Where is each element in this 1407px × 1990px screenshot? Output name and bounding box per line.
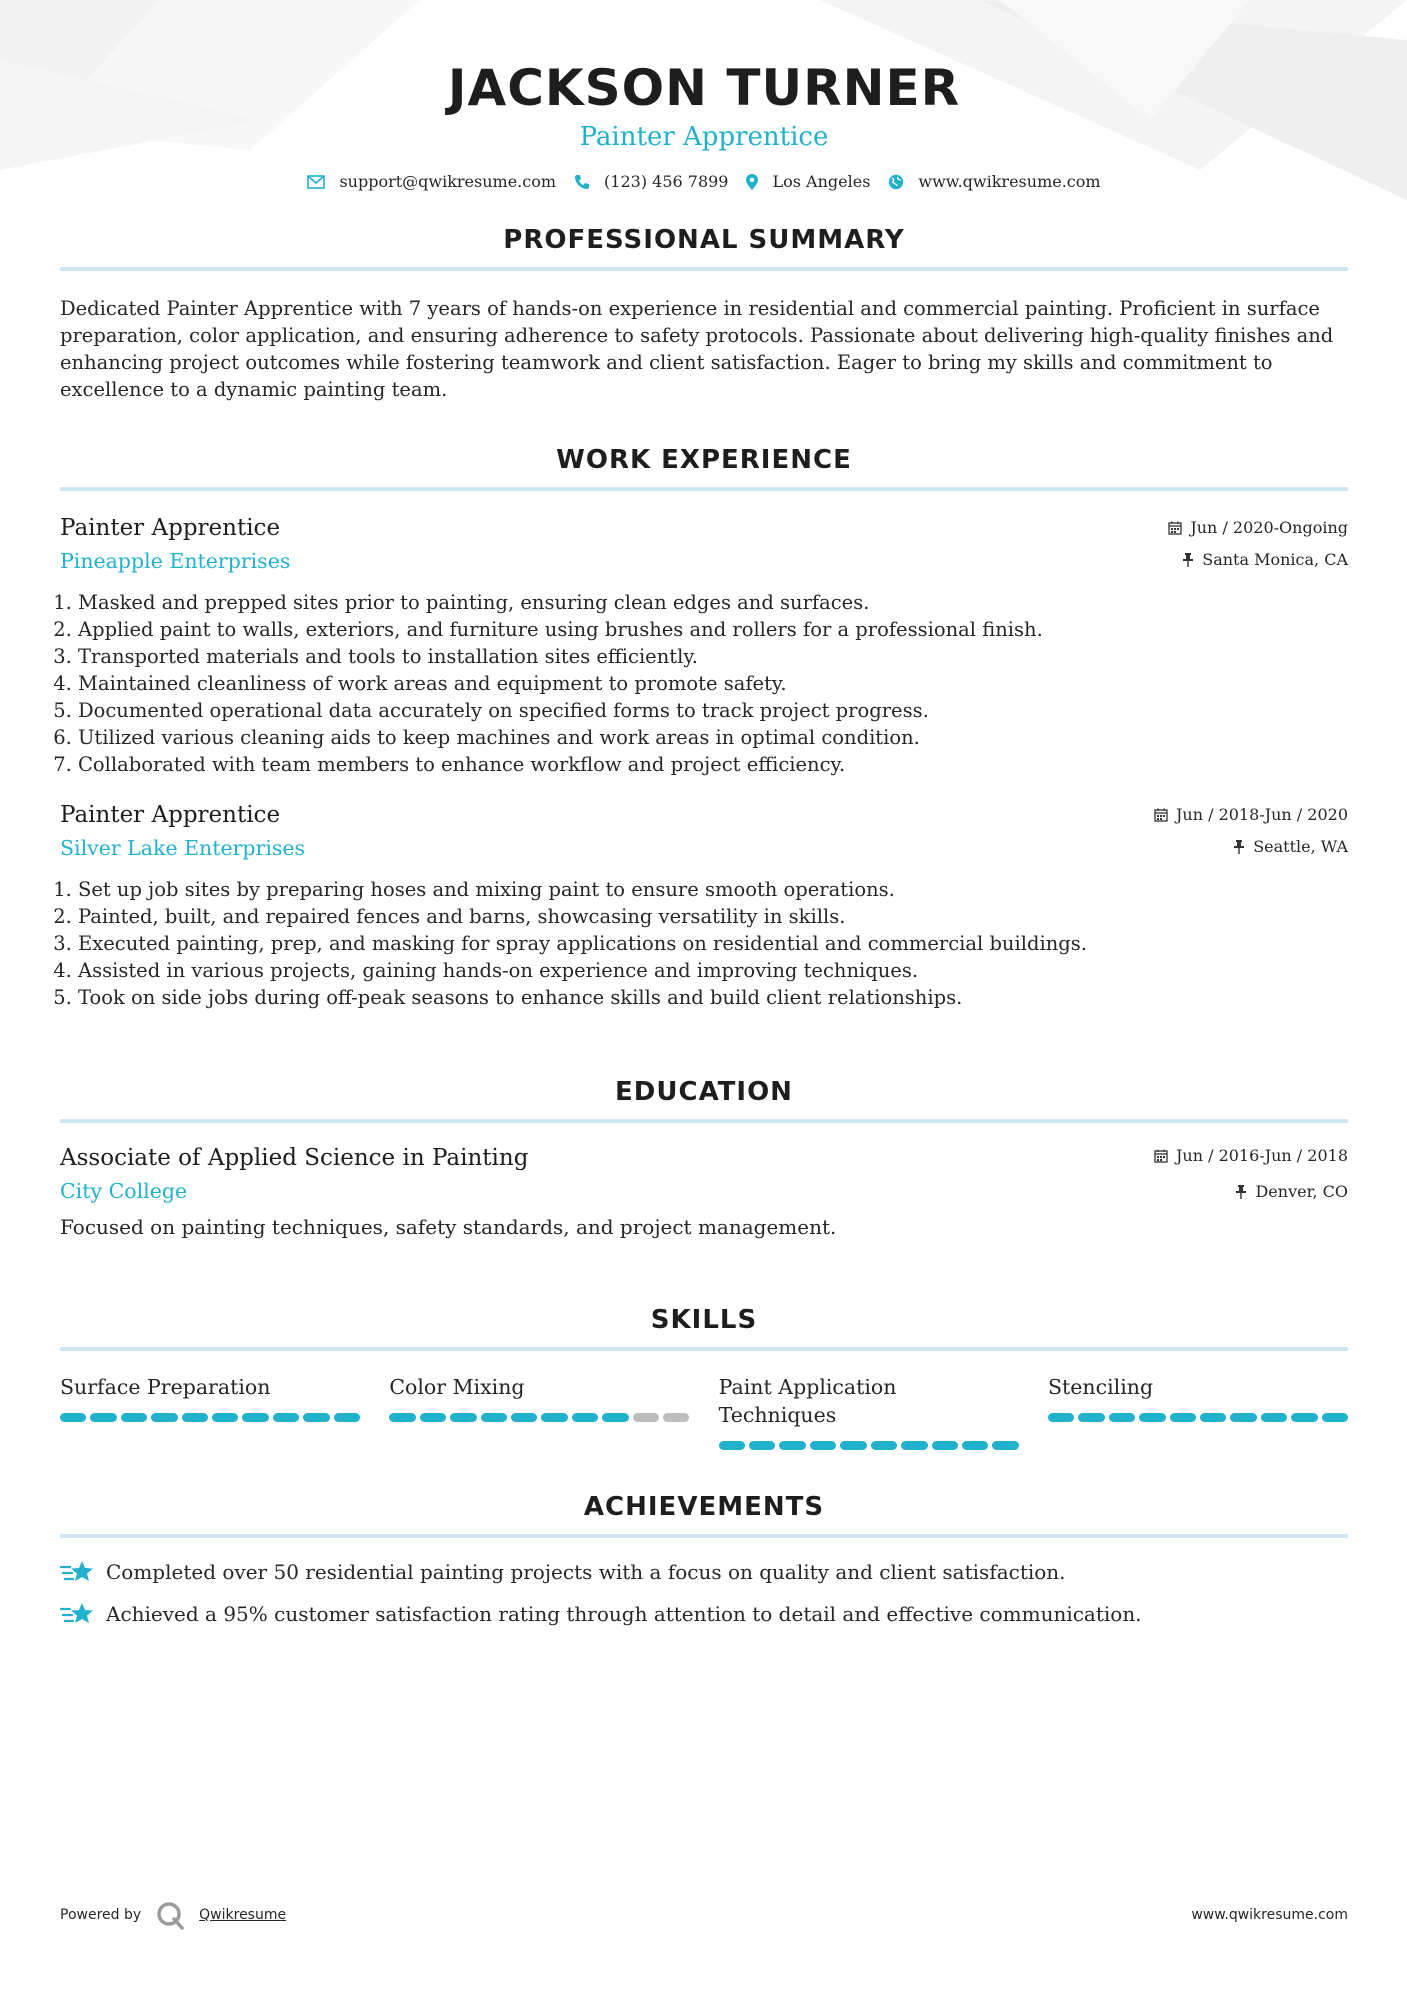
skill-segment-filled	[901, 1441, 927, 1450]
map-marker-icon	[746, 174, 758, 190]
skill-segment-filled	[389, 1413, 415, 1422]
skill-name: Surface Preparation	[60, 1375, 271, 1399]
phone-text[interactable]: (123) 456 7899	[604, 172, 729, 191]
calendar-icon	[1154, 1149, 1168, 1163]
skill-segment-filled	[182, 1413, 208, 1422]
job-company: Silver Lake Enterprises	[60, 836, 306, 860]
skill-segment-filled	[1078, 1413, 1104, 1422]
qwikresume-logo-icon	[155, 1900, 185, 1930]
skill-segment-filled	[273, 1413, 299, 1422]
job-entry	[60, 513, 1348, 778]
globe-icon	[888, 174, 904, 190]
education-dates	[1154, 1145, 1348, 1167]
list-item: 1. Masked and prepped sites prior to painting, ensuring clean edges and surfaces.	[78, 589, 1348, 616]
contact-bar	[60, 172, 1348, 191]
email-text[interactable]: support@qwikresume.com	[339, 172, 557, 191]
shooting-star-icon	[60, 1600, 94, 1628]
skill-item	[1048, 1373, 1348, 1450]
skill-segment-filled	[60, 1413, 86, 1422]
school-name: City College	[60, 1179, 188, 1203]
list-item: 3. Transported materials and tools to installation sites efficiently.	[78, 643, 1348, 670]
skill-segment-filled	[1200, 1413, 1226, 1422]
skill-segment-filled	[749, 1441, 775, 1450]
achievement-text: Achieved a 95% customer satisfaction rating through attention to detail and effective communication.	[106, 1602, 1142, 1626]
skill-segment-filled	[1322, 1413, 1348, 1422]
achievement-item	[60, 1558, 1348, 1586]
skill-segment-filled	[1139, 1413, 1165, 1422]
list-item: 3. Executed painting, prep, and masking for spray applications on residential and commercial buildings.	[78, 930, 1348, 957]
summary-text: Dedicated Painter Apprentice with 7 years of hands-on experience in residential and commercial painting. Proficient in surface preparation, color application, and ensuring adherence to safety protocols. Passionate about delivering high-quality finishes and enhancing project outcomes while fostering teamwork and client satisfaction. Eager to bring my skills and commitment to excellence to a dynamic painting team.	[60, 297, 1334, 401]
job-dates-text: Jun / 2018-Jun / 2020	[1175, 805, 1348, 824]
section-divider	[60, 1119, 1348, 1123]
job-dates	[1168, 517, 1348, 539]
skill-segment-filled	[602, 1413, 628, 1422]
section-divider	[60, 267, 1348, 271]
achievements-heading: ACHIEVEMENTS	[583, 1492, 825, 1522]
job-location	[1168, 549, 1348, 571]
phone-icon	[574, 174, 590, 190]
job-location-text: Santa Monica, CA	[1202, 550, 1348, 569]
skill-segment-filled	[334, 1413, 360, 1422]
achievements-section	[60, 1490, 1348, 1628]
job-location	[1154, 836, 1348, 858]
skill-segment-filled	[1230, 1413, 1256, 1422]
education-dates-text: Jun / 2016-Jun / 2018	[1175, 1146, 1348, 1165]
list-item: 6. Utilized various cleaning aids to keep machines and work areas in optimal condition.	[78, 724, 1348, 751]
skill-segment-filled	[1170, 1413, 1196, 1422]
experience-section	[60, 443, 1348, 1011]
job-role: Painter Apprentice	[60, 802, 281, 828]
education-location	[1154, 1181, 1348, 1203]
section-divider	[60, 1534, 1348, 1538]
skill-segment-empty	[633, 1413, 659, 1422]
list-item: 2. Applied paint to walls, exteriors, and furniture using brushes and rollers for a professional finish.	[78, 616, 1348, 643]
website-text[interactable]: www.qwikresume.com	[918, 172, 1101, 191]
list-item: 4. Assisted in various projects, gaining hands-on experience and improving techniques.	[78, 957, 1348, 984]
skill-level-bar	[60, 1413, 360, 1422]
contact-phone	[574, 172, 728, 191]
skill-segment-filled	[992, 1441, 1018, 1450]
skill-segment-filled	[212, 1413, 238, 1422]
pin-icon	[1233, 840, 1245, 854]
list-item: 5. Took on side jobs during off-peak seasons to enhance skills and build client relationships.	[78, 984, 1348, 1011]
job-bullets	[60, 876, 1348, 1011]
list-item: 5. Documented operational data accurately on specified forms to track project progress.	[78, 697, 1348, 724]
job-dates	[1154, 804, 1348, 826]
skill-segment-filled	[810, 1441, 836, 1450]
powered-by-label: Powered by	[60, 1907, 142, 1923]
skill-item	[719, 1373, 1019, 1450]
skill-name: Paint Application Techniques	[718, 1375, 897, 1427]
skill-segment-filled	[541, 1413, 567, 1422]
skill-segment-filled	[962, 1441, 988, 1450]
skill-level-bar	[719, 1441, 1019, 1450]
skill-segment-filled	[90, 1413, 116, 1422]
skill-segment-filled	[719, 1441, 745, 1450]
resume-header	[60, 0, 1348, 191]
skill-segment-filled	[1109, 1413, 1135, 1422]
list-item: 4. Maintained cleanliness of work areas and equipment to promote safety.	[78, 670, 1348, 697]
skills-heading: SKILLS	[650, 1305, 758, 1335]
job-bullets	[60, 589, 1348, 778]
skill-segment-filled	[511, 1413, 537, 1422]
education-heading: EDUCATION	[615, 1077, 793, 1107]
contact-location	[746, 172, 870, 191]
skill-segment-filled	[1261, 1413, 1287, 1422]
candidate-title: Painter Apprentice	[579, 122, 829, 152]
envelope-icon	[307, 175, 325, 189]
skill-segment-filled	[450, 1413, 476, 1422]
section-divider	[60, 1347, 1348, 1351]
skills-section	[60, 1303, 1348, 1450]
job-role: Painter Apprentice	[60, 515, 281, 541]
skill-segment-filled	[303, 1413, 329, 1422]
skill-level-bar	[389, 1413, 689, 1422]
skill-item	[389, 1373, 689, 1450]
skill-level-bar	[1048, 1413, 1348, 1422]
job-location-text: Seattle, WA	[1253, 837, 1348, 856]
contact-email	[307, 172, 556, 191]
education-location-text: Denver, CO	[1255, 1182, 1348, 1201]
education-description: Focused on painting techniques, safety standards, and project management.	[60, 1215, 837, 1239]
achievement-item	[60, 1600, 1348, 1628]
calendar-icon	[1154, 808, 1168, 822]
section-divider	[60, 487, 1348, 491]
footer-website[interactable]: www.qwikresume.com	[1191, 1907, 1348, 1923]
qwikresume-link[interactable]: Qwikresume	[199, 1907, 287, 1923]
location-text: Los Angeles	[772, 172, 871, 191]
job-company: Pineapple Enterprises	[60, 549, 291, 573]
list-item: 2. Painted, built, and repaired fences and barns, showcasing versatility in skills.	[78, 903, 1348, 930]
summary-heading: PROFESSIONAL SUMMARY	[503, 225, 905, 255]
skill-segment-filled	[840, 1441, 866, 1450]
experience-heading: WORK EXPERIENCE	[556, 445, 852, 475]
shooting-star-icon	[60, 1558, 94, 1586]
job-dates-text: Jun / 2020-Ongoing	[1190, 518, 1348, 537]
skill-segment-filled	[932, 1441, 958, 1450]
calendar-icon	[1168, 521, 1182, 535]
skill-segment-filled	[121, 1413, 147, 1422]
education-section	[60, 1075, 1348, 1241]
skill-segment-filled	[1291, 1413, 1317, 1422]
degree-title: Associate of Applied Science in Painting	[60, 1145, 529, 1171]
skill-segment-empty	[663, 1413, 689, 1422]
skill-segment-filled	[481, 1413, 507, 1422]
skill-segment-filled	[151, 1413, 177, 1422]
job-entry	[60, 800, 1348, 1011]
achievement-text: Completed over 50 residential painting projects with a focus on quality and client satisfaction.	[106, 1560, 1066, 1584]
skill-segment-filled	[242, 1413, 268, 1422]
pin-icon	[1235, 1185, 1247, 1199]
skill-segment-filled	[572, 1413, 598, 1422]
list-item: 1. Set up job sites by preparing hoses and mixing paint to ensure smooth operations.	[78, 876, 1348, 903]
skill-item	[60, 1373, 360, 1450]
skill-name: Stenciling	[1047, 1375, 1154, 1399]
skill-name: Color Mixing	[389, 1375, 525, 1399]
summary-section	[60, 223, 1348, 403]
skill-segment-filled	[1048, 1413, 1074, 1422]
candidate-name: JACKSON TURNER	[447, 59, 961, 117]
skill-segment-filled	[871, 1441, 897, 1450]
contact-website	[888, 172, 1100, 191]
pin-icon	[1182, 553, 1194, 567]
list-item: 7. Collaborated with team members to enhance workflow and project efficiency.	[78, 751, 1348, 778]
skill-segment-filled	[779, 1441, 805, 1450]
page-footer	[60, 1900, 1348, 1930]
skill-segment-filled	[420, 1413, 446, 1422]
